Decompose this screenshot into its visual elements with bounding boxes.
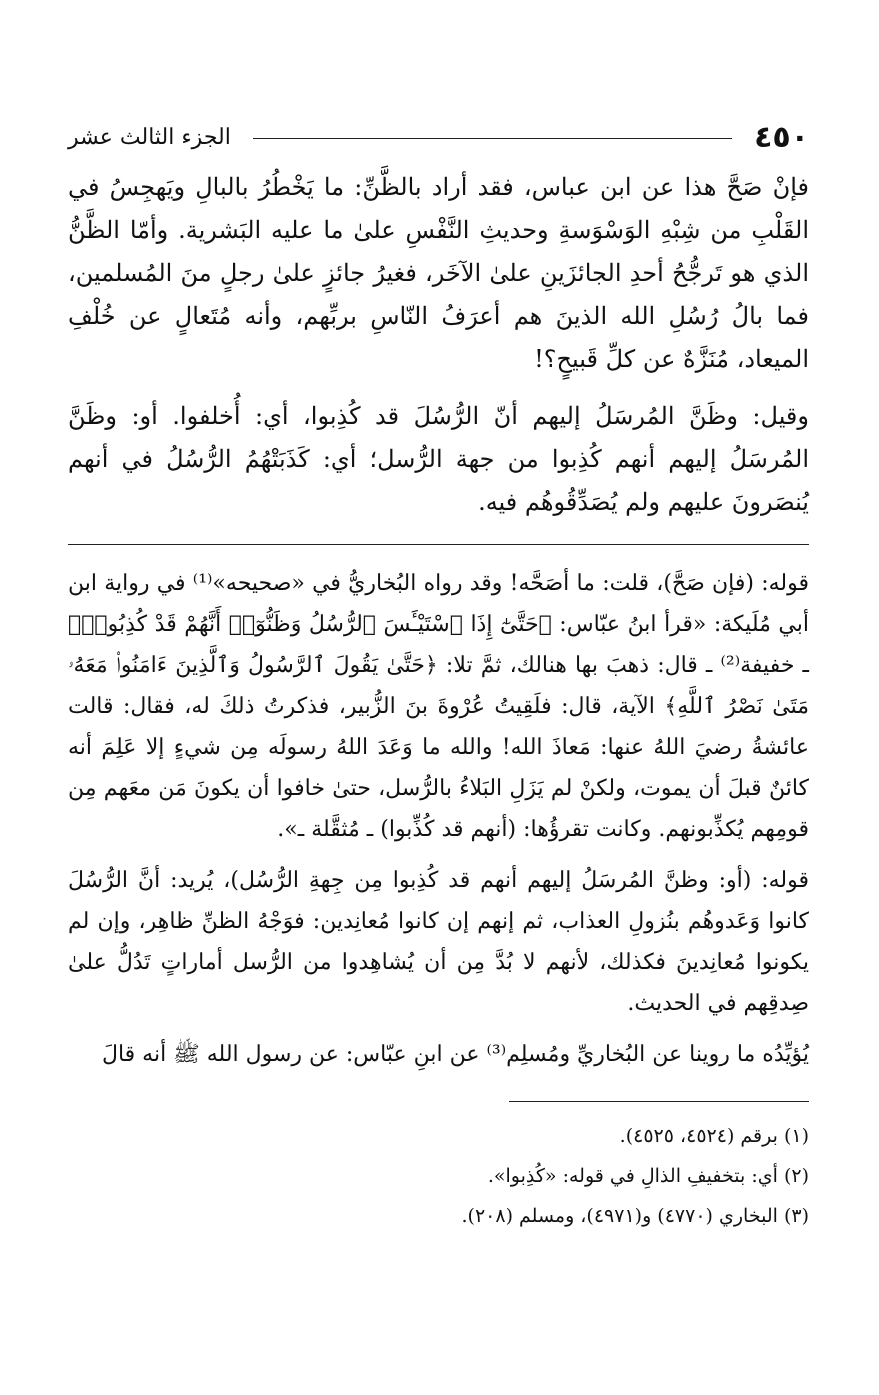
main-paragraph: وقيل: وظَنَّ المُرسَلُ إليهم أنّ الرُّسُلَ قد كُذِبوا، أي: أُخلفوا. أو: وظَنَّ المُرسَلُ إليهم أنهم كُذِبوا من جهة الرُّسل؛ أي: كَذَبَتْهُمُ الرُّسُلُ في أنهم يُنصَرونَ عليهم ولم يُصَدِّقُوهُم فيه. <box>68 402 810 516</box>
main-paragraph: فإنْ صَحَّ هذا عن ابن عباس، فقد أراد بالظَّنِّ: ما يَخْطُرُ بالبالِ ويَهجِسُ في القَلْبِ من شِبْهِ الوَسْوَسةِ وحديثِ النَّفْسِ علىٰ ما عليه البَشرية. وأمّا الظَّنُّ الذي هو تَرجُّحُ أحدِ الجائزَينِ علىٰ الآخَر، فغيرُ جائزٍ علىٰ رجلٍ منَ المُسلمين، فما بالُ رُسُلِ الله الذينَ هم أعرَفُ النّاسِ بربِّهم، وأنه مُتَعالٍ عن خُلْفِ الميعاد، مُنَزَّهٌ عن كلِّ قَبيحٍ؟! <box>68 173 810 373</box>
main-text <box>68 166 809 524</box>
footnote-item: (٣) البخاري (٤٧٧٠) و(٤٩٧١)، ومسلم (٢٠٨). <box>461 1205 809 1227</box>
header-rule <box>253 138 732 139</box>
footnotes <box>68 1116 809 1236</box>
page-number: ٤٥٠ <box>754 120 809 155</box>
commentary-separator <box>68 544 809 545</box>
commentary-paragraph: قوله: (فإن صَحَّ)، قلت: ما أصَحَّه! وقد رواه البُخاريُّ في «صحيحه»⁽¹⁾ في رواية ابن أبي مُلَيكة: «قرأ ابنُ عبّاس: ﴿حَتَّىٰٓ إِذَا ٱسْتَيْـَٔسَ ٱلرُّسُلُ وَظَنُّوٓا۟ أَنَّهُمْ قَدْ كُذِبُوا۟﴾ ـ خفيفة⁽²⁾ ـ قال: ذهبَ بها هنالك، ثمَّ تلا: ﴿حَتَّىٰ يَقُولَ ٱلرَّسُولُ وَٱلَّذِينَ ءَامَنُوا۟ مَعَهُۥ مَتَىٰ نَصْرُ ٱللَّهِ﴾ الآية، قال: فلَقِيتُ عُرْوةَ بنَ الزُّبير، فذكرتُ ذلكَ له، فقال: قالت عائشةُ رضيَ اللهُ عنها: مَعاذَ الله! والله ما وَعَدَ اللهُ رسولَه مِن شيءٍ إلا عَلِمَ أنه كائنٌ قبلَ أن يموت، ولكنْ لم يَزَلِ البَلاءُ بالرُّسل، حتىٰ خافوا أن يكونَ مَن معَهم مِن قومِهم يُكذِّبونهم. وكانت تقرؤُها: (أنهم قد كُذِّبوا) ـ مُثقَّلة ـ». <box>68 571 810 842</box>
footnote-item: (١) برقم (٤٥٢٤، ٤٥٢٥). <box>619 1125 809 1147</box>
footnote-rule <box>509 1101 809 1102</box>
footnote-item: (٢) أي: بتخفيفِ الذالِ في قوله: «كُذِبوا». <box>487 1165 809 1187</box>
commentary-paragraph: يُؤيِّدُه ما روينا عن البُخاريِّ ومُسلِم⁽³⁾ عن ابنِ عبّاس: عن رسول الله ﷺ أنه قالَ <box>101 1042 809 1067</box>
running-title: الجزء الثالث عشر <box>68 125 231 150</box>
commentary-text <box>68 563 809 1075</box>
commentary-paragraph: قوله: (أو: وظنَّ المُرسَلُ إليهم أنهم قد كُذِبوا مِن جِهةِ الرُّسُل)، يُريد: أنَّ الرُّسُلَ كانوا وَعَدوهُم بنُزولِ العذاب، ثم إنهم إن كانوا مُعانِدين: فوَجْهُ الظنِّ ظاهِر، وإن لم يكونوا مُعانِدينَ فكذلك، لأنهم لا بُدَّ مِن أن يُشاهِدوا من الرُّسل أماراتٍ تَدُلُّ علىٰ صِدقِهم في الحديث. <box>68 868 809 1016</box>
page-header <box>68 118 809 158</box>
